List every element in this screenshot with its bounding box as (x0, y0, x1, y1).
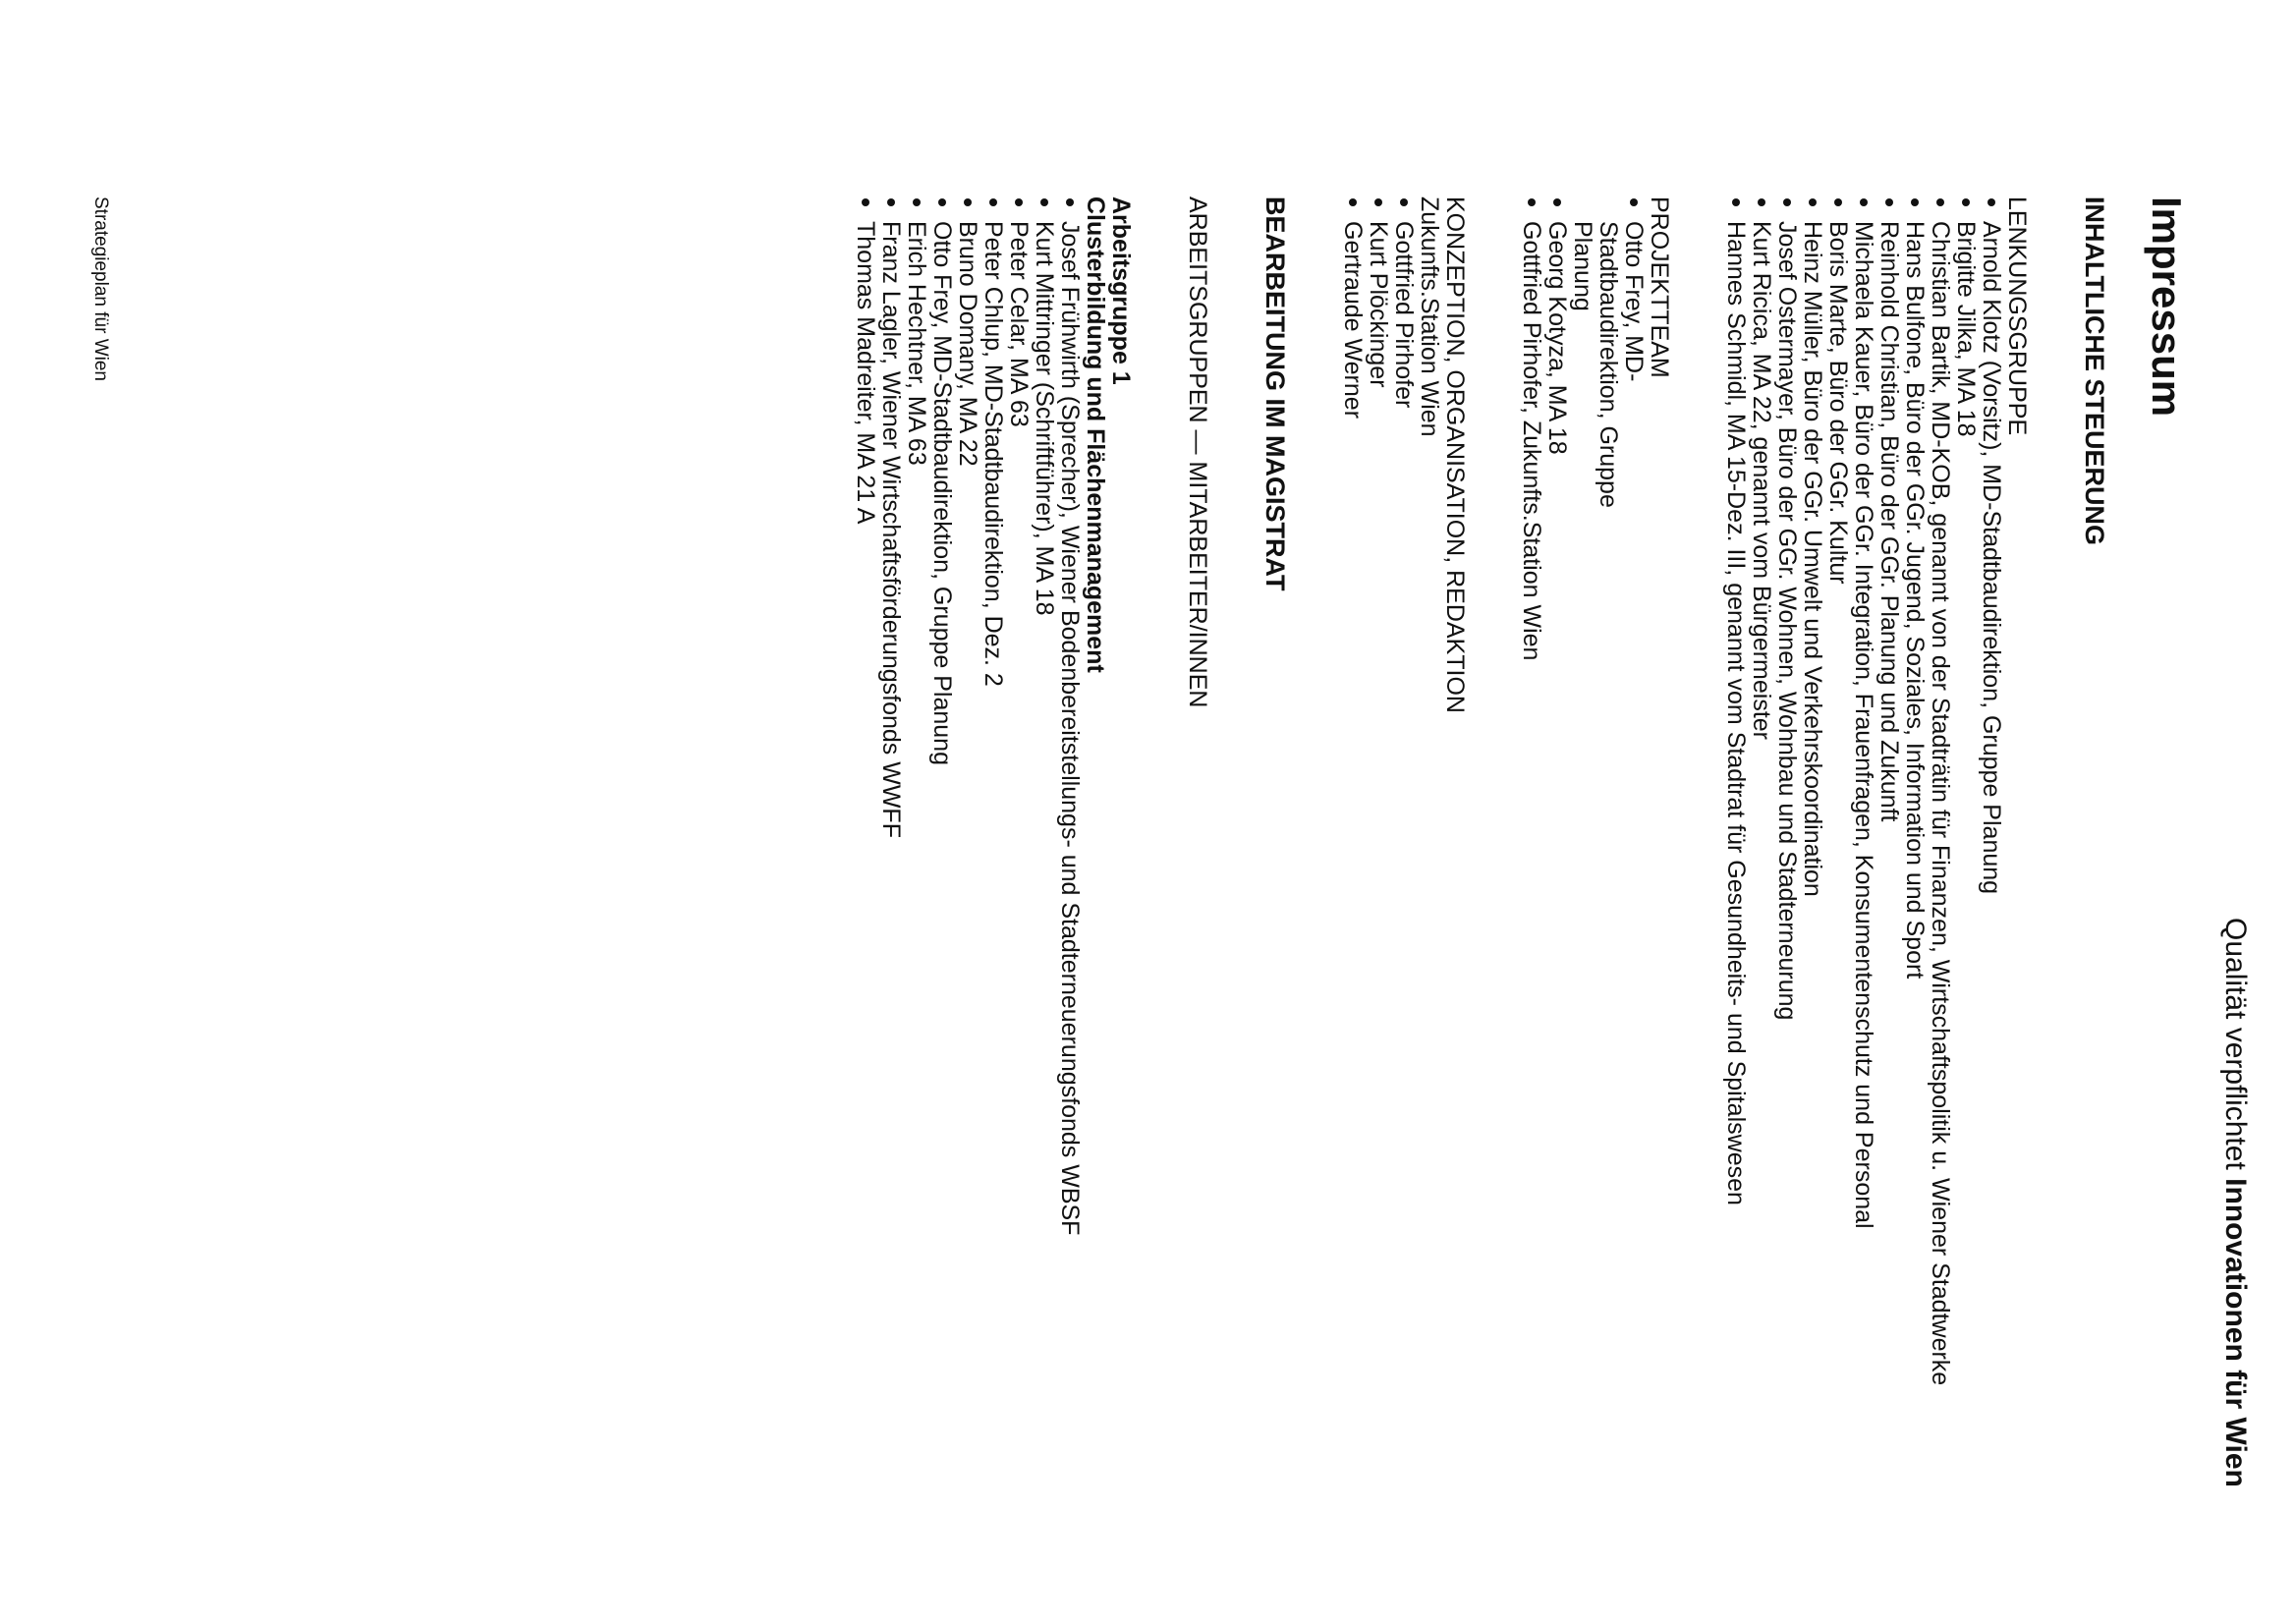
list-item: Bruno Domany, MA 22 (955, 196, 980, 1533)
lenkungsgruppe-list (1723, 196, 2004, 1533)
list-item: Heinz Müller, Büro der GGr. Umwelt und Verkehrskoordination (1800, 196, 1825, 1533)
section-title-bearbeitung: BEARBEITUNG IM MAGISTRAT (1260, 196, 1290, 591)
list-item: Peter Celar, MA 63 (1006, 196, 1032, 1533)
list-item: Michaela Kauer, Büro der GGr. Integration, Frauenfragen, Konsumentenschutz und Personal (1851, 196, 1876, 1533)
list-item: Josef Frühwirth (Sprecher), Wiener Bodenbereitstellungs- und Stadterneuerungsfonds WBSF (1057, 196, 1083, 1533)
page-title: Impressum (2144, 196, 2190, 418)
list-item: Franz Lagler, Wiener Wirtschaftsförderungsfonds WWFF (878, 196, 904, 1533)
list-item: Erich Hechtner, MA 63 (904, 196, 929, 1533)
list-item: Kurt Plöckinger (1366, 196, 1391, 1533)
konzeption-list (1340, 196, 1417, 1533)
list-item: Reinhold Christian, Büro der GGr. Planung und Zukunft (1876, 196, 1902, 1533)
list-item: Arnold Klotz (Vorsitz), MD-Stadtbaudirektion, Gruppe Planung (1979, 196, 2004, 1533)
list-item: Christian Bartik, MD-KOB, genannt von der Stadträtin für Finanzen, Wirtschaftspolitik u. Wiener Stadtwerke (1928, 196, 1953, 1533)
arbeitsgruppe-1-list (853, 196, 1083, 1533)
group-title-projektteam: PROJEKTTEAM (1646, 196, 1673, 378)
list-item: Hans Bulfone, Büro der GGr. Jugend, Soziales, Information und Sport (1902, 196, 1928, 1533)
list-item: Hannes Schmidl, MA 15-Dez. III, genannt vom Stadtrat für Gesundheits- und Spitalswesen (1723, 196, 1749, 1533)
list-item: Thomas Madreiter, MA 21 A (853, 196, 878, 1533)
list-item: Gertraude Werner (1340, 196, 1366, 1533)
list-item: Josef Ostermayer, Büro der GGr. Wohnen, Wohnbau und Stadterneurung (1774, 196, 1800, 1533)
list-item: Otto Frey, MD-Stadtbaudirektion, Gruppe Planung (1570, 196, 1647, 555)
tagline-bold: Innovationen für Wien (2219, 1178, 2252, 1487)
list-item: Georg Kotyza, MA 18 (1544, 196, 1570, 1533)
konzeption-subtitle: Zukunfts.Station Wien (1416, 196, 1443, 437)
list-item: Boris Marte, Büro der GGr. Kultur (1825, 196, 1851, 1533)
list-item: Brigitte Jilka, MA 18 (1953, 196, 1979, 1533)
section-title-inhaltliche-steuerung: INHALTLICHE STEUERUNG (2080, 196, 2109, 545)
tagline-prefix: Qualität verpflichtet (2219, 918, 2252, 1179)
list-item: Gottfried Pirhofer (1391, 196, 1417, 1533)
group-title-lenkungsgruppe: LENKUNGSGRUPPE (2003, 196, 2031, 436)
projektteam-list (1519, 196, 1647, 1533)
list-item: Kurt Mittringer (Schriftführer), MA 18 (1032, 196, 1057, 1533)
group-title-arbeitsgruppen: ARBEITSGRUPPEN — MITARBEITER/INNEN (1184, 196, 1211, 708)
subgroup-title-arbeitsgruppe-1: Arbeitsgruppe 1 (1107, 196, 1135, 385)
subgroup-subtitle-clusterbildung: Clusterbildung und Flächenmanagement (1082, 196, 1109, 673)
group-title-konzeption: KONZEPTION, ORGANISATION, REDAKTION (1441, 196, 1469, 713)
header-tagline (2217, 918, 2253, 1487)
list-item: Gottfried Pirhofer, Zukunfts.Station Wien (1519, 196, 1544, 1533)
list-item: Kurt Ricica, MA 22, genannt vom Bürgermeister (1749, 196, 1774, 1533)
list-item: Otto Frey, MD-Stadtbaudirektion, Gruppe Planung (929, 196, 955, 1533)
list-item: Peter Chlup, MD-Stadtbaudirektion, Dez. 2 (980, 196, 1006, 1533)
document-content (853, 196, 2108, 1533)
page-footer: Strategieplan für Wien (90, 196, 111, 381)
